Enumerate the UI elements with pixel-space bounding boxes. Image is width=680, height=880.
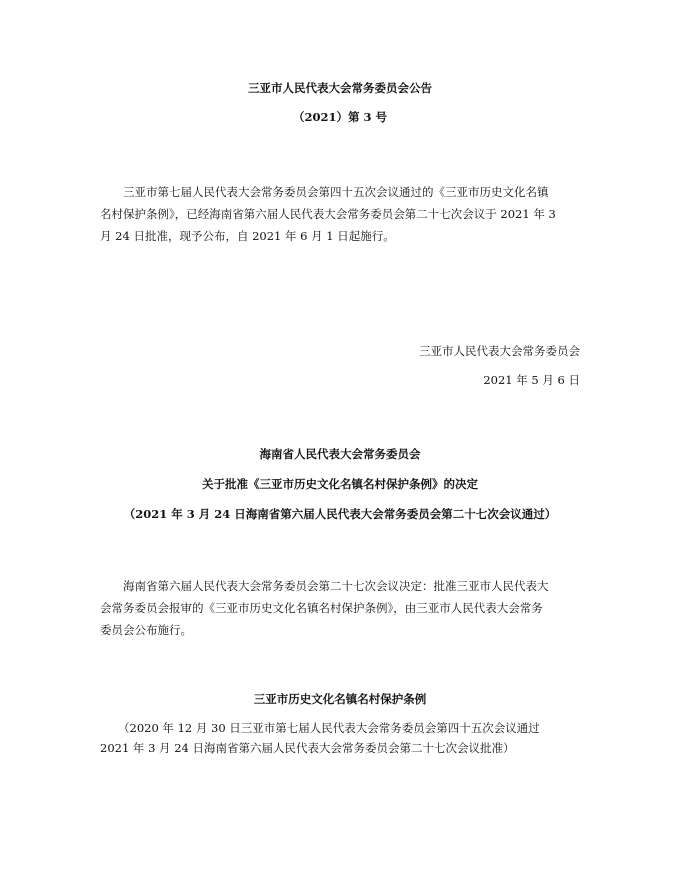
decision-title-line-1: 海南省人民代表大会常务委员会	[259, 447, 421, 461]
notice-body-line-1: 三亚市第七届人民代表大会常务委员会第四十五次会议通过的《三亚市历史文化名镇	[123, 185, 549, 199]
notice-body-line-3: 月 24 日批准，现予公布，自 2021 年 6 月 1 日起施行。	[100, 229, 395, 243]
decision-body	[100, 575, 580, 641]
decision-body-line-3: 委员会公布施行。	[100, 623, 192, 637]
notice-number: （2021）第 3 号	[292, 110, 387, 124]
decision-subtitle: （2021 年 3 月 24 日海南省第六届人民代表大会常务委员会第二十七次会议通过）	[123, 507, 557, 521]
regulation-title: 三亚市历史文化名镇名村保护条例	[253, 692, 427, 706]
decision-title-line-2: 关于批准《三亚市历史文化名镇名村保护条例》的决定	[202, 477, 478, 491]
regulation-note-line-2: 2021 年 3 月 24 日海南省第六届人民代表大会常务委员会第二十七次会议批准）	[100, 741, 515, 755]
decision-body-line-2: 会常务委员会报审的《三亚市历史文化名镇名村保护条例》，由三亚市人民代表大会常务	[100, 601, 543, 615]
notice-date: 2021 年 5 月 6 日	[483, 373, 580, 387]
notice-title: 三亚市人民代表大会常务委员会公告	[248, 81, 432, 95]
decision-body-line-1: 海南省第六届人民代表大会常务委员会第二十七次会议决定：批准三亚市人民代表大	[123, 579, 549, 593]
notice-issuer: 三亚市人民代表大会常务委员会	[419, 344, 580, 358]
notice-body	[100, 181, 580, 247]
notice-body-line-2: 名村保护条例》，已经海南省第六届人民代表大会常务委员会第二十七次会议于 2021 年 3	[100, 207, 556, 221]
regulation-note-line-1: （2020 年 12 月 30 日三亚市第七届人民代表大会常务委员会第四十五次会议通过	[118, 721, 540, 735]
